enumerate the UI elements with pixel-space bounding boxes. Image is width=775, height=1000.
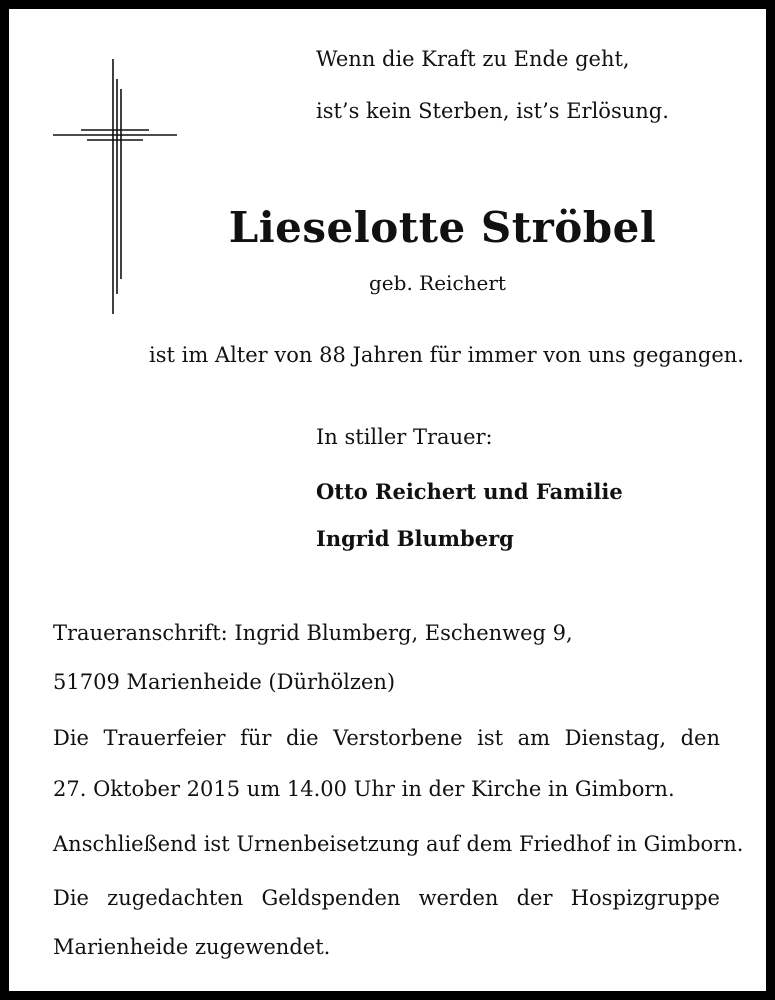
funeral-line-2: 27. Oktober 2015 um 14.00 Uhr in der Kirche in Gimborn. — [53, 777, 675, 801]
mourners-intro: In stiller Trauer: — [316, 425, 493, 449]
announcement-text: ist im Alter von 88 Jahren für immer von uns gegangen. — [149, 343, 744, 367]
mourner-name: Ingrid Blumberg — [316, 526, 514, 551]
donations-line-1: Die zugedachten Geldspenden werden der Hospizgruppe — [53, 886, 720, 910]
donations-line-2: Marienheide zugewendet. — [53, 935, 331, 959]
motto-line-2: ist’s kein Sterben, ist’s Erlösung. — [316, 99, 669, 123]
birth-name: geb. Reichert — [369, 271, 506, 295]
cross-icon — [53, 49, 177, 314]
address-line-1: Traueranschrift: Ingrid Blumberg, Eschenweg 9, — [53, 621, 573, 645]
address-line-2: 51709 Marienheide (Dürhölzen) — [53, 670, 396, 694]
motto-line-1: Wenn die Kraft zu Ende geht, — [316, 47, 630, 71]
funeral-line-1: Die Trauerfeier für die Verstorbene ist am Dienstag, den — [53, 726, 720, 750]
mourner-name: Otto Reichert und Familie — [316, 479, 623, 504]
burial-text: Anschließend ist Urnenbeisetzung auf dem Friedhof in Gimborn. — [53, 832, 744, 856]
deceased-name: Lieselotte Ströbel — [228, 203, 657, 252]
